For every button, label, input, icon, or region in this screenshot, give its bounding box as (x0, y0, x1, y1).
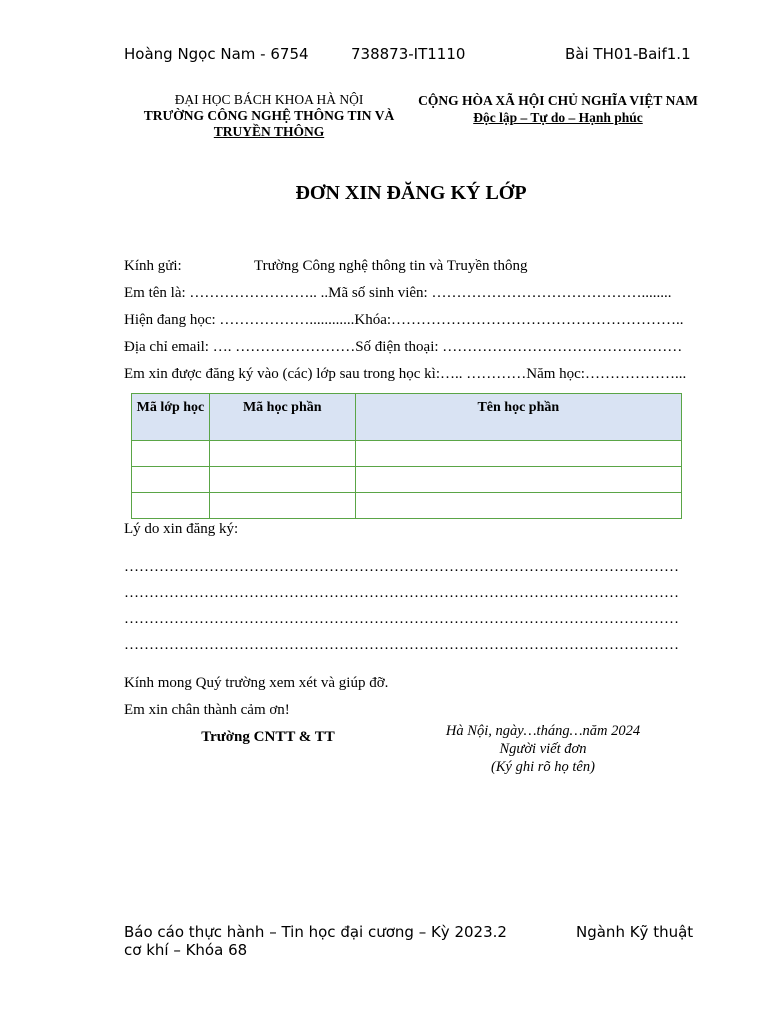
table-row (132, 441, 682, 467)
date-line: Hà Nội, ngày…tháng…năm 2024 (445, 723, 641, 739)
footer-left: Báo cáo thực hành – Tin học đại cương – Kỳ 2023.2 (124, 923, 507, 941)
school-name-cont: TRUYỀN THÔNG (213, 124, 325, 139)
writer-label: Người viết đơn (499, 741, 587, 757)
request-line: Kính mong Quý trường xem xét và giúp đỡ. (124, 675, 389, 691)
registration-table (131, 393, 682, 519)
table-cell (132, 467, 210, 493)
footer-line2: cơ khí – Khóa 68 (124, 941, 248, 959)
university-name: ĐẠI HỌC BÁCH KHOA HÀ NỘI (174, 92, 364, 107)
table-row (132, 493, 682, 519)
recipient-label: Kính gửi: (124, 258, 182, 274)
signature-note: (Ký ghi rõ họ tên) (491, 759, 595, 775)
col-class-code: Mã lớp học (132, 394, 210, 441)
footer-right: Ngành Kỹ thuật (576, 923, 694, 941)
register-line: Em xin được đăng ký vào (các) lớp sau trong học kì:….. …………Năm học:………………... (124, 366, 687, 382)
motto: Độc lập – Tự do – Hạnh phúc (473, 110, 643, 125)
header-class-code: 738873-IT1110 (351, 45, 466, 63)
table-cell (132, 493, 210, 519)
col-course-code: Mã học phần (209, 394, 355, 441)
email-line: Địa chỉ email: …. ……………………Số điện thoại: ………………………………………… (124, 339, 683, 355)
table-cell (355, 467, 681, 493)
reason-label: Lý do xin đăng ký: (124, 521, 239, 537)
school-signature: Trường CNTT & TT (201, 729, 335, 745)
reason-dot-line: ………………………………………………………………………………………………… (124, 611, 679, 627)
table-cell (209, 441, 355, 467)
reason-dot-line: ………………………………………………………………………………………………… (124, 637, 679, 653)
table-row (132, 467, 682, 493)
table-cell (355, 441, 681, 467)
table-cell (132, 441, 210, 467)
table-cell (209, 467, 355, 493)
writer-block (414, 722, 672, 776)
left-heading (124, 92, 414, 140)
country-name: CỘNG HÒA XÃ HỘI CHỦ NGHĨA VIỆT NAM (418, 93, 698, 108)
header-assignment: Bài TH01-Baif1.1 (565, 45, 691, 63)
name-line: Em tên là: …………………….. ..Mã số sinh viên: ……………………………………........ (124, 285, 672, 301)
reason-dot-line: ………………………………………………………………………………………………… (124, 585, 679, 601)
reason-dot-line: ………………………………………………………………………………………………… (124, 559, 679, 575)
table-header-row (132, 394, 682, 441)
page-title: ĐƠN XIN ĐĂNG KÝ LỚP (295, 182, 527, 204)
study-line: Hiện đang học: ………………............Khóa:………………………………………………….. (124, 312, 684, 328)
header-student: Hoàng Ngọc Nam - 6754 (124, 45, 309, 63)
thanks-line: Em xin chân thành cảm ơn! (124, 702, 290, 718)
col-course-name: Tên học phần (355, 394, 681, 441)
table-cell (355, 493, 681, 519)
recipient-value: Trường Công nghệ thông tin và Truyền thông (254, 258, 528, 274)
school-name: TRƯỜNG CÔNG NGHỆ THÔNG TIN VÀ (143, 108, 395, 123)
table-cell (209, 493, 355, 519)
right-heading (405, 92, 711, 126)
